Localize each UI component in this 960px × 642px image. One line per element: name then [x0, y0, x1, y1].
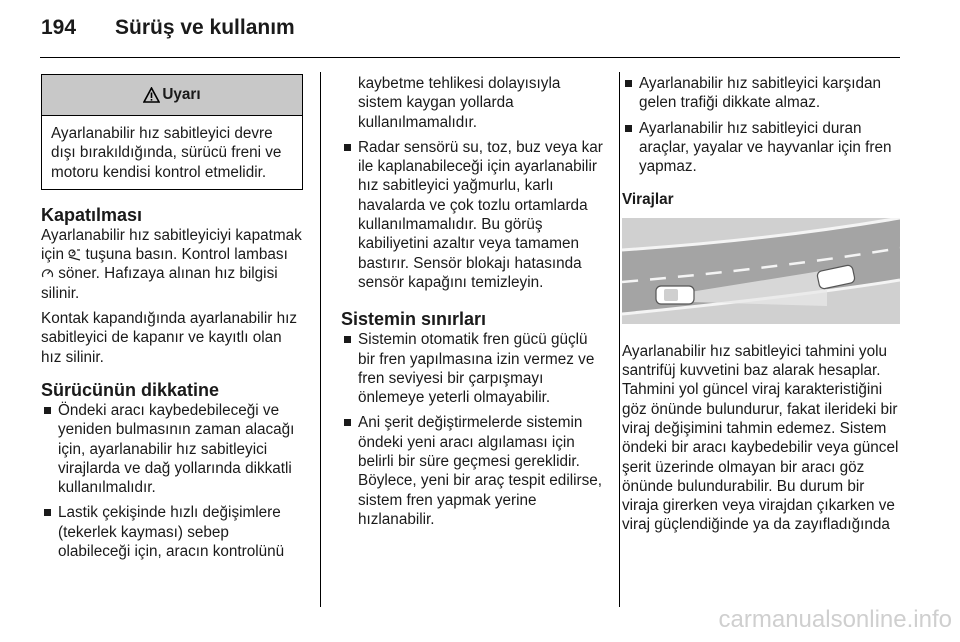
bullet-icon: [344, 144, 351, 151]
cruise-off-button-icon: [68, 248, 81, 261]
bullet-icon: [44, 509, 51, 516]
continuation-text: kaybetme tehlikesi dolayısıyla sistem kaygan yollarda kullanılmamalıdır.: [358, 75, 561, 131]
page-header: [41, 16, 295, 40]
surucunun-heading: Sürücünün dikkatine: [41, 379, 220, 400]
virajlar-heading: Virajlar: [622, 191, 674, 209]
bullet-icon: [44, 407, 51, 414]
list-item: [622, 119, 902, 177]
column-1: [41, 74, 303, 567]
kapatilmasi-paragraph: [41, 226, 303, 303]
column-divider: [619, 72, 620, 607]
kapatilmasi-paragraph-2: Kontak kapandığında ayarlanabilir hız sabitleyici de kapanır ve kayıtlı olan hız silinir.: [41, 310, 297, 366]
warning-text: Ayarlanabilir hız sabitleyici devre dışı bırakıldığında, sürücü freni ve motoru kendisi kontrol etmelidir.: [51, 125, 282, 181]
list-item-text: Radar sensörü su, toz, buz veya kar ile kaplanabileceği için ayarlanabilir hız sabitleyici yağmurlu, karlı havalarda ve çok tozlu ortamlarda kullanılmamalıdır. Bu görüş kabiliyetini azaltır veya tamamen bastırır. Sensör blokajı hatasında sensör kapağını temizleyin.: [358, 138, 603, 291]
list-item-text: Ayarlanabilir hız sabitleyici karşıdan gelen trafiği dikkate almaz.: [639, 75, 882, 112]
curve-road-illustration: [622, 218, 900, 324]
list-item: [41, 401, 303, 497]
cruise-control-lamp-icon: [41, 267, 54, 280]
bullet-icon: [625, 125, 632, 132]
list-item-text: Ayarlanabilir hız sabitleyici duran araçlar, yayalar ve hayvanlar için fren yapmaz.: [639, 119, 892, 176]
column-3: [622, 74, 902, 541]
list-item: [341, 413, 603, 529]
bullet-icon: [625, 80, 632, 87]
list-item: [341, 330, 603, 407]
list-item: [622, 74, 902, 113]
sistemin-heading: Sistemin sınırları: [341, 309, 487, 330]
watermark: carmanualsonline.info: [718, 606, 952, 633]
kapatilmasi-text-a: Ayarlanabilir hız sabitleyiciyi kapatmak için: [41, 226, 302, 264]
column-divider: [320, 72, 321, 607]
page-number: 194: [41, 16, 77, 39]
kapatilmasi-heading: Kapatılması: [41, 204, 143, 225]
warning-triangle-icon: [143, 87, 160, 103]
bullet-icon: [344, 336, 351, 343]
list-item-text: Öndeki aracı kaybedebileceği ve yeniden bulmasının zaman alacağı için, ayarlanabilir hız sabitleyici virajlarda ve dağ yollarında dikkatli kullanılmalıdır.: [58, 401, 295, 497]
kapatilmasi-text-c: söner. Hafızaya alınan hız bilgisi silinir.: [41, 265, 278, 302]
warning-header: [42, 75, 302, 116]
header-rule: [40, 57, 900, 58]
section-title: Sürüş ve kullanım: [115, 16, 295, 39]
list-item-text: Ani şerit değiştirmelerde sistemin öndeki yeni aracı algılaması için belirli bir süre geçmesi gereklidir. Böylece, yeni bir araç tespit edilirse, sistem fren yapmak yerine hızlanabilir.: [358, 414, 603, 528]
warning-box: [41, 74, 303, 190]
virajlar-text: Ayarlanabilir hız sabitleyici tahmini yolu santrifüj kuvvetini baz alarak hesaplar. Tahmini yol güncel viraj karakteristiğini göz önünde bulundurur, fakat ilerideki bir viraj değişimini tahmin edemez. Sistem öndeki bir aracı kaybedebilir veya güncel şerit üzerinde olmayan bir aracı göz önünde bulundurabilir. Bu durum bir viraja girerken veya virajdan çıkarken ve viraj güçlendiğinde ya da zayıfladığında: [622, 342, 899, 534]
list-item-text: Sistemin otomatik fren gücü güçlü bir fren yapılmasına izin vermez ve fren seviyesi bir çarpışmayı önlemeye yeterli olmayabilir.: [358, 331, 595, 407]
list-item: [341, 138, 603, 292]
list-item-text: Lastik çekişinde hızlı değişimlere (tekerlek kayması) sebep olabileceği için, aracın kontrolünü: [58, 504, 285, 561]
kapatilmasi-text-b: tuşuna basın. Kontrol lambası: [85, 246, 288, 264]
column-2: [341, 74, 603, 535]
car-icon: [656, 286, 694, 304]
list-item: [41, 503, 303, 561]
bullet-icon: [344, 419, 351, 426]
warning-title: Uyarı: [162, 86, 201, 104]
